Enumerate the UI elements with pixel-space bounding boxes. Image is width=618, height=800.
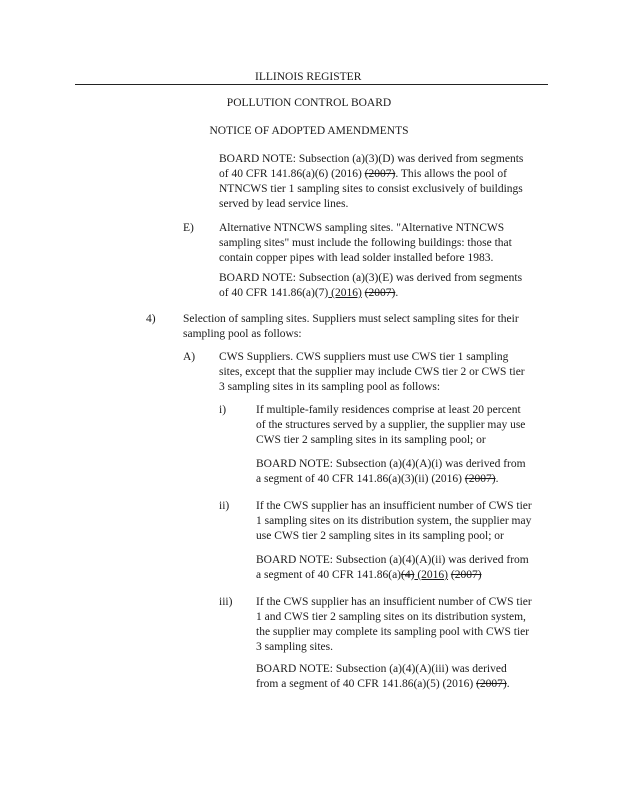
- citation-text: a segment of 40 CFR 141.86(a): [256, 569, 402, 581]
- item-a-marker: A): [183, 351, 196, 363]
- inserted-text: (2016): [328, 287, 362, 299]
- item-i-text: [256, 403, 525, 448]
- notice-title: NOTICE OF ADOPTED AMENDMENTS: [209, 125, 409, 137]
- item-ii-marker: ii): [219, 500, 230, 512]
- item-e-marker: E): [183, 222, 194, 234]
- item-i-line-3: CWS tier 2 sampling sites in its sampling pool; or: [256, 434, 486, 446]
- deleted-text: (2007): [364, 287, 396, 299]
- item-e-text: [219, 221, 512, 266]
- board-note-d-line-1: BOARD NOTE: Subsection (a)(3)(D) was derived from segments: [219, 153, 524, 165]
- board-note-iii: [256, 662, 510, 692]
- deleted-text: (4): [401, 569, 415, 581]
- board-note-e: [219, 271, 522, 301]
- board-note-ii: [256, 553, 529, 583]
- item-i-marker: i): [219, 404, 227, 416]
- item-i-line-2: of the structures served by a supplier, the supplier may use: [256, 419, 526, 431]
- board-note-d-line-2: [219, 167, 523, 182]
- item-ii-text: [256, 499, 532, 544]
- board-note-iii-line-1: BOARD NOTE: Subsection (a)(4)(A)(iii) was derived: [256, 663, 507, 675]
- deleted-text: (2007): [364, 168, 396, 180]
- item-a-line-2: sites, except that the supplier may include CWS tier 2 or CWS tier: [219, 366, 525, 378]
- item-iii-text: [256, 595, 532, 655]
- item-ii-line-1: If the CWS supplier has an insufficient number of CWS tier: [256, 500, 532, 512]
- item-a-line-1: CWS Suppliers. CWS suppliers must use CWS tier 1 sampling: [219, 351, 509, 363]
- board-note-d: [219, 152, 523, 212]
- citation-text: of 40 CFR 141.86(a)(7): [219, 287, 329, 299]
- item-4-line-2: sampling pool as follows:: [183, 328, 302, 340]
- citation-tail: . This allows the pool of: [395, 168, 507, 180]
- board-note-i-line-1: BOARD NOTE: Subsection (a)(4)(A)(i) was derived from: [256, 458, 526, 470]
- board-note-i: [256, 457, 526, 487]
- deleted-text: (2007): [464, 473, 496, 485]
- citation-text: of 40 CFR 141.86(a)(6) (2016): [219, 168, 365, 180]
- item-iii-line-1: If the CWS supplier has an insufficient number of CWS tier: [256, 596, 532, 608]
- board-note-iii-line-2: [256, 677, 510, 692]
- citation-tail: .: [395, 287, 399, 299]
- item-ii-line-3: use CWS tier 2 sampling sites in its sampling pool; or: [256, 530, 504, 542]
- item-iii-line-2: 1 and CWS tier 2 sampling sites on its distribution system,: [256, 611, 526, 623]
- item-a-line-3: 3 sampling sites in its sampling pool as follows:: [219, 381, 441, 393]
- item-4-text: [183, 312, 519, 342]
- board-note-e-line-2: [219, 286, 522, 301]
- citation-text: a segment of 40 CFR 141.86(a)(3)(ii) (2016): [256, 473, 465, 485]
- item-4-line-1: Selection of sampling sites. Suppliers must select sampling sites for their: [183, 313, 519, 325]
- board-note-i-line-2: [256, 472, 526, 487]
- item-iii-line-3: the supplier may complete its sampling pool with CWS tier: [256, 626, 530, 638]
- item-e-line-1: Alternative NTNCWS sampling sites. "Alternative NTNCWS: [219, 222, 505, 234]
- register-title: ILLINOIS REGISTER: [255, 71, 362, 83]
- item-iii-marker: iii): [219, 596, 233, 608]
- item-e-line-2: sampling sites" must include the following buildings: those that: [219, 237, 512, 249]
- item-ii-line-2: 1 sampling sites on its distribution system, the supplier may: [256, 515, 532, 527]
- board-note-ii-line-1: BOARD NOTE: Subsection (a)(4)(A)(ii) was derived from: [256, 554, 529, 566]
- item-e-line-3: contain copper pipes with lead solder installed before 1983.: [219, 252, 494, 264]
- board-note-d-line-3: NTNCWS tier 1 sampling sites to consist exclusively of buildings: [219, 183, 523, 195]
- item-i-line-1: If multiple-family residences comprise at least 20 percent: [256, 404, 521, 416]
- item-a-text: [219, 350, 525, 395]
- board-note-ii-line-2: [256, 568, 529, 583]
- board-note-d-line-4: served by lead service lines.: [219, 198, 349, 210]
- inserted-text: (2016): [414, 569, 448, 581]
- item-iii-line-4: 3 sampling sites.: [256, 641, 333, 653]
- citation-tail: .: [506, 678, 510, 690]
- citation-text: from a segment of 40 CFR 141.86(a)(5) (2016): [256, 678, 477, 690]
- item-4-marker: 4): [146, 313, 156, 325]
- citation-tail: .: [495, 473, 499, 485]
- board-note-e-line-1: BOARD NOTE: Subsection (a)(3)(E) was derived from segments: [219, 272, 523, 284]
- deleted-text: (2007): [450, 569, 482, 581]
- deleted-text: (2007): [476, 678, 507, 690]
- board-title: POLLUTION CONTROL BOARD: [226, 97, 392, 109]
